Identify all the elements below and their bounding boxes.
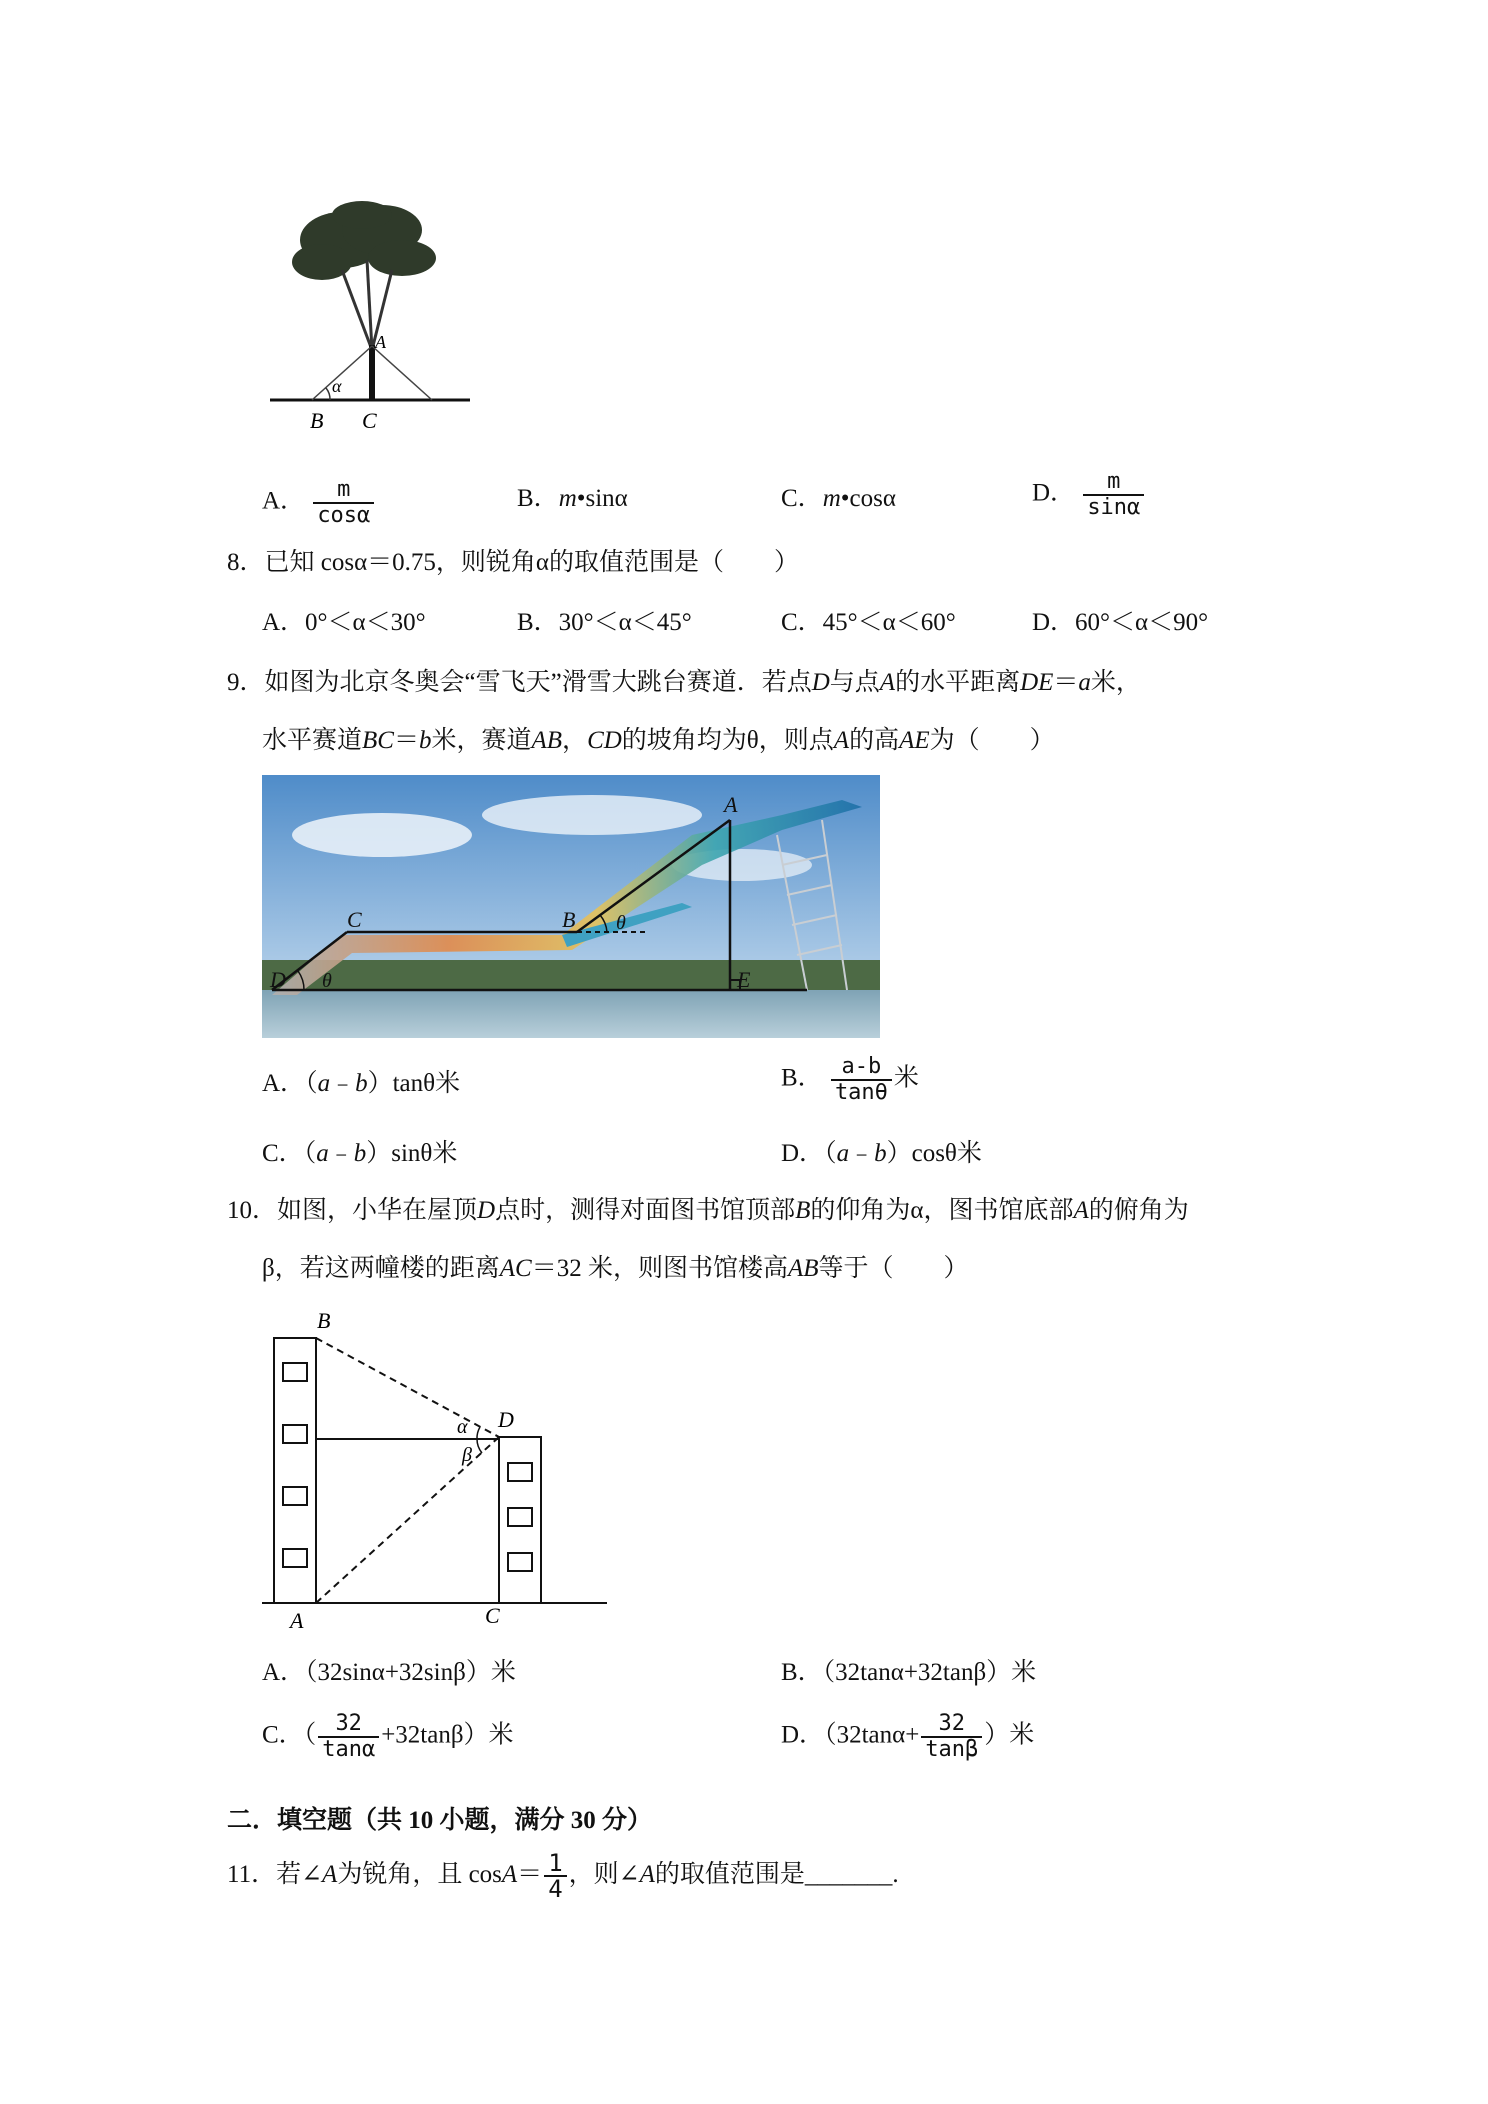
- q9-ski-jump-figure: [262, 775, 880, 1038]
- option-letter: B．: [517, 485, 559, 512]
- option-var: m: [822, 485, 841, 512]
- q9-option-b[interactable]: [781, 1055, 919, 1105]
- fraction: [544, 1849, 566, 1904]
- answer-blank[interactable]: _______: [804, 1861, 893, 1888]
- label-alpha: α: [332, 376, 342, 396]
- q8-option-b[interactable]: B．30°＜α＜45°: [517, 609, 692, 636]
- q7-option-d[interactable]: [1032, 470, 1146, 520]
- option-text: •cosα: [840, 485, 896, 512]
- section-title: 二．填空题（共 10 小题，满分 30 分）: [227, 1807, 653, 1834]
- denominator: sinα: [1083, 494, 1144, 520]
- q9-stem-line1: 9．如图为北京冬奥会“雪飞天”滑雪大跳台赛道．若点D与点A的水平距离DE＝a米，: [227, 669, 1141, 696]
- option-letter: C．: [781, 485, 823, 512]
- option-unit: 米: [893, 1064, 919, 1092]
- q10-stem-line1: 10．如图，小华在屋顶D点时，测得对面图书馆顶部B的仰角为α，图书馆底部A的俯角为: [227, 1197, 1189, 1224]
- q10-option-d[interactable]: D．（32tanα+ $\frac{32}{\tan\beta}$ ）米: [781, 1711, 1035, 1762]
- label-D: D: [270, 967, 286, 992]
- q7-option-a[interactable]: [262, 478, 376, 528]
- label-alpha: α: [457, 1416, 468, 1438]
- label-D: D: [498, 1407, 514, 1432]
- label-B: B: [317, 1308, 331, 1333]
- label-E: E: [737, 967, 751, 992]
- fraction: [1083, 470, 1144, 520]
- option-letter: D．: [1032, 479, 1076, 507]
- label-A: A: [724, 792, 738, 817]
- option-letter: D．: [781, 1721, 825, 1749]
- q8-stem: 8．已知 cosα＝0.75，则锐角α的取值范围是（ ）: [227, 549, 800, 576]
- fraction: [313, 478, 374, 528]
- q10-option-a[interactable]: A．（32sinα+32sinβ）米: [262, 1659, 516, 1686]
- q10-option-b[interactable]: B．（32tanα+32tanβ）米: [781, 1659, 1037, 1686]
- option-var: m: [558, 485, 577, 512]
- denominator: tanα: [318, 1736, 379, 1762]
- label-theta-top: θ: [616, 912, 626, 934]
- label-B: B: [310, 408, 324, 433]
- denominator: tanβ: [921, 1736, 982, 1762]
- q7-tree-figure: [262, 200, 474, 440]
- numerator: 1: [548, 1849, 563, 1878]
- fraction: [921, 1712, 982, 1762]
- q9-option-c[interactable]: C．（a﹣b）sinθ米: [262, 1140, 458, 1167]
- label-A: A: [290, 1608, 304, 1633]
- label-B: B: [562, 907, 576, 932]
- q7-option-c[interactable]: [781, 484, 896, 514]
- option-letter: B．: [781, 1064, 823, 1092]
- option-letter: A．: [262, 487, 306, 515]
- option-text: •sinα: [576, 485, 628, 512]
- option-letter: C．: [262, 1721, 304, 1749]
- label-C: C: [347, 907, 362, 932]
- tree-foliage: [292, 201, 436, 280]
- denominator: tanθ: [831, 1079, 892, 1105]
- q8-option-d[interactable]: D．60°＜α＜90°: [1032, 609, 1209, 636]
- label-beta: β: [462, 1444, 472, 1466]
- q9-option-a[interactable]: A．（a﹣b）tanθ米: [262, 1070, 461, 1097]
- label-theta-bottom: θ: [322, 970, 332, 992]
- numerator: m: [337, 477, 351, 502]
- q9-stem-line2: 水平赛道BC＝b米，赛道AB，CD的坡角均为θ，则点A的高AE为（ ）: [262, 727, 1055, 754]
- numerator: 32: [938, 1711, 966, 1736]
- q10-stem-line2: β，若这两幢楼的距离AC＝32 米，则图书馆楼高AB等于（ ）: [262, 1255, 969, 1282]
- denominator: cosα: [313, 502, 374, 528]
- fraction: [318, 1712, 379, 1762]
- denominator: 4: [544, 1875, 566, 1901]
- fraction: [831, 1055, 892, 1105]
- numerator: m: [1107, 469, 1121, 494]
- label-C: C: [362, 408, 377, 433]
- q8-option-c[interactable]: C．45°＜α＜60°: [781, 609, 956, 636]
- label-C: C: [485, 1603, 500, 1628]
- numerator: a-b: [841, 1054, 882, 1079]
- label-A: A: [375, 332, 386, 352]
- q8-option-a[interactable]: A．0°＜α＜30°: [262, 609, 426, 636]
- numerator: 32: [335, 1711, 362, 1736]
- q11-stem: 11．若∠A为锐角，且 cosA＝ $\frac{1}{4}$ ，则∠A的取值范围是_______.: [227, 1849, 899, 1904]
- q10-buildings-figure: [262, 1303, 612, 1633]
- q10-option-c[interactable]: C．（ $\frac{32}{\tan\alpha}$ +32tanβ）米: [262, 1711, 514, 1762]
- q9-option-d[interactable]: D．（a﹣b）cosθ米: [781, 1140, 982, 1167]
- q7-option-b[interactable]: [517, 484, 628, 514]
